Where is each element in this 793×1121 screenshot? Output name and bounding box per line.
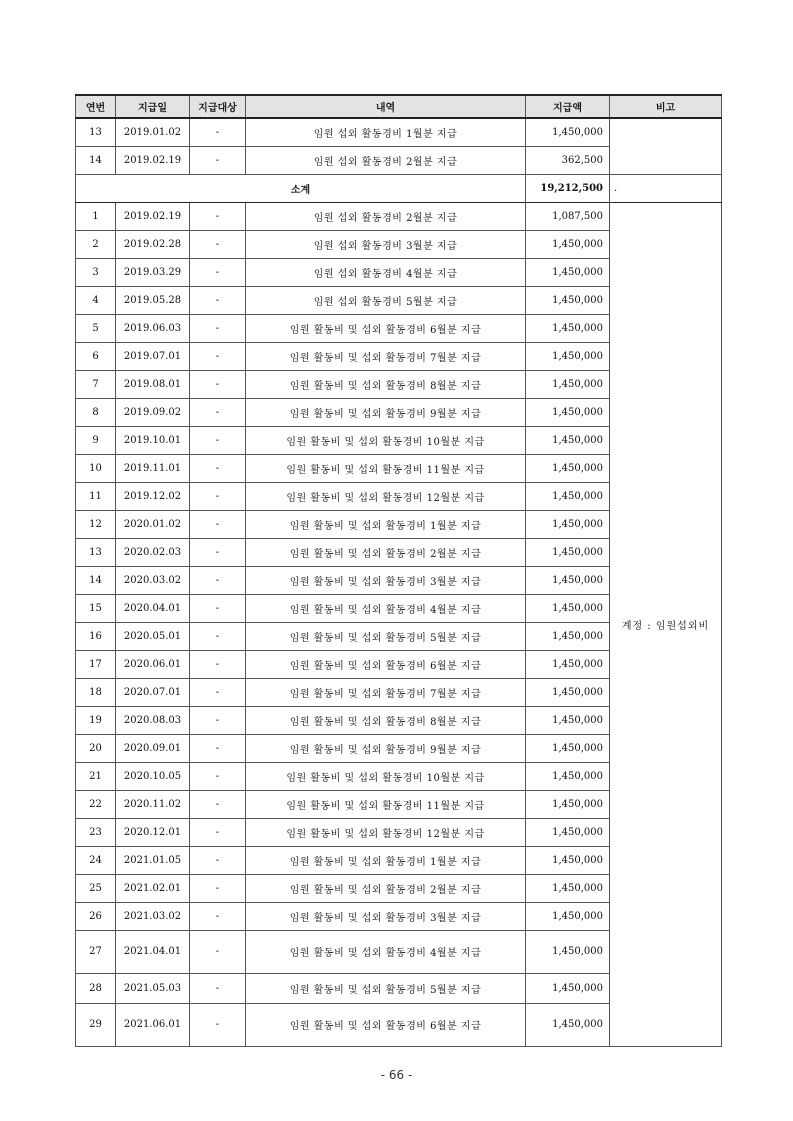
row-no: 1 <box>76 202 116 230</box>
row-target: - <box>190 930 246 973</box>
row-no: 15 <box>76 594 116 622</box>
row-target: - <box>190 818 246 846</box>
row-no: 25 <box>76 874 116 902</box>
row-no: 17 <box>76 650 116 678</box>
row-date: 2019.12.02 <box>116 482 190 510</box>
row-no: 2 <box>76 230 116 258</box>
row-date: 2019.06.03 <box>116 314 190 342</box>
row-amount: 1,450,000 <box>526 790 610 818</box>
row-target: - <box>190 454 246 482</box>
row-no: 24 <box>76 846 116 874</box>
row-amount: 1,450,000 <box>526 286 610 314</box>
row-date: 2020.06.01 <box>116 650 190 678</box>
row-no: 26 <box>76 902 116 930</box>
row-date: 2020.02.03 <box>116 538 190 566</box>
row-target: - <box>190 370 246 398</box>
row-amount: 1,450,000 <box>526 594 610 622</box>
row-no: 22 <box>76 790 116 818</box>
row-desc: 임원 섭외 활동경비 2월분 지급 <box>246 146 526 174</box>
row-target: - <box>190 846 246 874</box>
header-target: 지급대상 <box>190 95 246 118</box>
header-note: 비고 <box>610 95 722 118</box>
note-cell-a <box>610 118 722 174</box>
row-amount: 1,450,000 <box>526 482 610 510</box>
row-desc: 임원 활동비 및 섭외 활동경비 3월분 지급 <box>246 902 526 930</box>
row-no: 9 <box>76 426 116 454</box>
row-date: 2021.03.02 <box>116 902 190 930</box>
row-date: 2020.08.03 <box>116 706 190 734</box>
row-amount: 1,450,000 <box>526 930 610 973</box>
row-target: - <box>190 510 246 538</box>
payment-table <box>75 94 722 1047</box>
row-desc: 임원 활동비 및 섭외 활동경비 12월분 지급 <box>246 482 526 510</box>
row-no: 4 <box>76 286 116 314</box>
row-amount: 1,450,000 <box>526 622 610 650</box>
row-amount: 1,450,000 <box>526 426 610 454</box>
row-desc: 임원 섭외 활동경비 3월분 지급 <box>246 230 526 258</box>
row-amount: 1,450,000 <box>526 398 610 426</box>
row-date: 2019.10.01 <box>116 426 190 454</box>
row-no: 21 <box>76 762 116 790</box>
row-amount: 1,450,000 <box>526 566 610 594</box>
subtotal-row <box>76 174 722 202</box>
row-target: - <box>190 314 246 342</box>
row-date: 2019.11.01 <box>116 454 190 482</box>
row-desc: 임원 활동비 및 섭외 활동경비 7월분 지급 <box>246 678 526 706</box>
row-desc: 임원 활동비 및 섭외 활동경비 5월분 지급 <box>246 973 526 1003</box>
row-target: - <box>190 650 246 678</box>
row-desc: 임원 활동비 및 섭외 활동경비 2월분 지급 <box>246 874 526 902</box>
row-no: 28 <box>76 973 116 1003</box>
row-no: 8 <box>76 398 116 426</box>
row-desc: 임원 활동비 및 섭외 활동경비 1월분 지급 <box>246 510 526 538</box>
page-number: - 66 - <box>380 1068 413 1082</box>
row-target: - <box>190 202 246 230</box>
row-target: - <box>190 622 246 650</box>
row-amount: 1,450,000 <box>526 118 610 146</box>
subtotal-amount: 19,212,500 <box>526 174 610 202</box>
row-target: - <box>190 118 246 146</box>
row-target: - <box>190 902 246 930</box>
row-desc: 임원 섭외 활동경비 2월분 지급 <box>246 202 526 230</box>
row-amount: 1,087,500 <box>526 202 610 230</box>
row-target: - <box>190 258 246 286</box>
row-target: - <box>190 398 246 426</box>
row-no: 23 <box>76 818 116 846</box>
row-target: - <box>190 678 246 706</box>
row-target: - <box>190 734 246 762</box>
row-no: 14 <box>76 146 116 174</box>
row-desc: 임원 활동비 및 섭외 활동경비 2월분 지급 <box>246 538 526 566</box>
row-target: - <box>190 230 246 258</box>
row-no: 27 <box>76 930 116 973</box>
row-desc: 임원 활동비 및 섭외 활동경비 3월분 지급 <box>246 566 526 594</box>
row-desc: 임원 활동비 및 섭외 활동경비 9월분 지급 <box>246 398 526 426</box>
row-date: 2020.12.01 <box>116 818 190 846</box>
row-date: 2019.05.28 <box>116 286 190 314</box>
header-desc: 내역 <box>246 95 526 118</box>
row-date: 2020.04.01 <box>116 594 190 622</box>
row-amount: 1,450,000 <box>526 1003 610 1046</box>
table-row <box>76 202 722 230</box>
row-desc: 임원 활동비 및 섭외 활동경비 6월분 지급 <box>246 1003 526 1046</box>
row-amount: 1,450,000 <box>526 258 610 286</box>
row-target: - <box>190 146 246 174</box>
row-no: 29 <box>76 1003 116 1046</box>
row-amount: 1,450,000 <box>526 874 610 902</box>
table-header-row <box>76 95 722 118</box>
row-date: 2020.05.01 <box>116 622 190 650</box>
row-date: 2021.04.01 <box>116 930 190 973</box>
row-desc: 임원 활동비 및 섭외 활동경비 6월분 지급 <box>246 650 526 678</box>
header-amount: 지급액 <box>526 95 610 118</box>
row-date: 2020.11.02 <box>116 790 190 818</box>
row-no: 11 <box>76 482 116 510</box>
row-desc: 임원 섭외 활동경비 4월분 지급 <box>246 258 526 286</box>
row-desc: 임원 활동비 및 섭외 활동경비 4월분 지급 <box>246 594 526 622</box>
row-desc: 임원 활동비 및 섭외 활동경비 10월분 지급 <box>246 762 526 790</box>
row-no: 5 <box>76 314 116 342</box>
table-body <box>76 118 722 1046</box>
row-target: - <box>190 566 246 594</box>
row-date: 2020.03.02 <box>116 566 190 594</box>
row-amount: 1,450,000 <box>526 762 610 790</box>
row-date: 2020.07.01 <box>116 678 190 706</box>
row-date: 2019.02.28 <box>116 230 190 258</box>
row-amount: 1,450,000 <box>526 510 610 538</box>
row-desc: 임원 활동비 및 섭외 활동경비 7월분 지급 <box>246 342 526 370</box>
row-date: 2020.09.01 <box>116 734 190 762</box>
row-no: 16 <box>76 622 116 650</box>
row-amount: 1,450,000 <box>526 314 610 342</box>
row-amount: 362,500 <box>526 146 610 174</box>
row-no: 7 <box>76 370 116 398</box>
row-desc: 임원 활동비 및 섭외 활동경비 8월분 지급 <box>246 370 526 398</box>
header-date: 지급일 <box>116 95 190 118</box>
row-amount: 1,450,000 <box>526 230 610 258</box>
row-date: 2020.10.05 <box>116 762 190 790</box>
row-target: - <box>190 762 246 790</box>
row-desc: 임원 섭외 활동경비 1월분 지급 <box>246 118 526 146</box>
row-amount: 1,450,000 <box>526 678 610 706</box>
row-no: 10 <box>76 454 116 482</box>
row-desc: 임원 활동비 및 섭외 활동경비 1월분 지급 <box>246 846 526 874</box>
row-desc: 임원 활동비 및 섭외 활동경비 10월분 지급 <box>246 426 526 454</box>
row-desc: 임원 활동비 및 섭외 활동경비 12월분 지급 <box>246 818 526 846</box>
row-target: - <box>190 286 246 314</box>
row-desc: 임원 활동비 및 섭외 활동경비 4월분 지급 <box>246 930 526 973</box>
row-no: 18 <box>76 678 116 706</box>
row-date: 2021.06.01 <box>116 1003 190 1046</box>
table-row <box>76 118 722 146</box>
row-target: - <box>190 482 246 510</box>
row-date: 2019.07.01 <box>116 342 190 370</box>
row-no: 13 <box>76 538 116 566</box>
row-date: 2019.02.19 <box>116 202 190 230</box>
row-amount: 1,450,000 <box>526 706 610 734</box>
row-desc: 임원 활동비 및 섭외 활동경비 11월분 지급 <box>246 454 526 482</box>
row-no: 12 <box>76 510 116 538</box>
row-amount: 1,450,000 <box>526 818 610 846</box>
row-desc: 임원 활동비 및 섭외 활동경비 8월분 지급 <box>246 706 526 734</box>
row-amount: 1,450,000 <box>526 370 610 398</box>
row-amount: 1,450,000 <box>526 973 610 1003</box>
subtotal-note: . <box>610 174 722 202</box>
row-date: 2019.02.19 <box>116 146 190 174</box>
row-date: 2019.03.29 <box>116 258 190 286</box>
row-target: - <box>190 1003 246 1046</box>
row-date: 2020.01.02 <box>116 510 190 538</box>
row-target: - <box>190 342 246 370</box>
row-amount: 1,450,000 <box>526 454 610 482</box>
row-amount: 1,450,000 <box>526 734 610 762</box>
row-desc: 임원 활동비 및 섭외 활동경비 11월분 지급 <box>246 790 526 818</box>
row-date: 2021.01.05 <box>116 846 190 874</box>
row-no: 20 <box>76 734 116 762</box>
row-no: 19 <box>76 706 116 734</box>
row-date: 2019.08.01 <box>116 370 190 398</box>
row-no: 13 <box>76 118 116 146</box>
row-desc: 임원 활동비 및 섭외 활동경비 5월분 지급 <box>246 622 526 650</box>
row-target: - <box>190 594 246 622</box>
row-desc: 임원 활동비 및 섭외 활동경비 6월분 지급 <box>246 314 526 342</box>
row-no: 6 <box>76 342 116 370</box>
row-date: 2021.05.03 <box>116 973 190 1003</box>
row-target: - <box>190 426 246 454</box>
row-amount: 1,450,000 <box>526 650 610 678</box>
header-no: 연번 <box>76 95 116 118</box>
subtotal-label: 소계 <box>76 174 526 202</box>
row-desc: 임원 활동비 및 섭외 활동경비 9월분 지급 <box>246 734 526 762</box>
row-date: 2021.02.01 <box>116 874 190 902</box>
row-target: - <box>190 790 246 818</box>
note-account: 계정 : 임원섭외비 <box>610 202 722 1046</box>
row-amount: 1,450,000 <box>526 902 610 930</box>
row-amount: 1,450,000 <box>526 538 610 566</box>
row-target: - <box>190 874 246 902</box>
row-date: 2019.09.02 <box>116 398 190 426</box>
row-desc: 임원 섭외 활동경비 5월분 지급 <box>246 286 526 314</box>
row-no: 14 <box>76 566 116 594</box>
row-amount: 1,450,000 <box>526 342 610 370</box>
row-target: - <box>190 706 246 734</box>
row-date: 2019.01.02 <box>116 118 190 146</box>
row-target: - <box>190 538 246 566</box>
row-target: - <box>190 973 246 1003</box>
row-amount: 1,450,000 <box>526 846 610 874</box>
row-no: 3 <box>76 258 116 286</box>
